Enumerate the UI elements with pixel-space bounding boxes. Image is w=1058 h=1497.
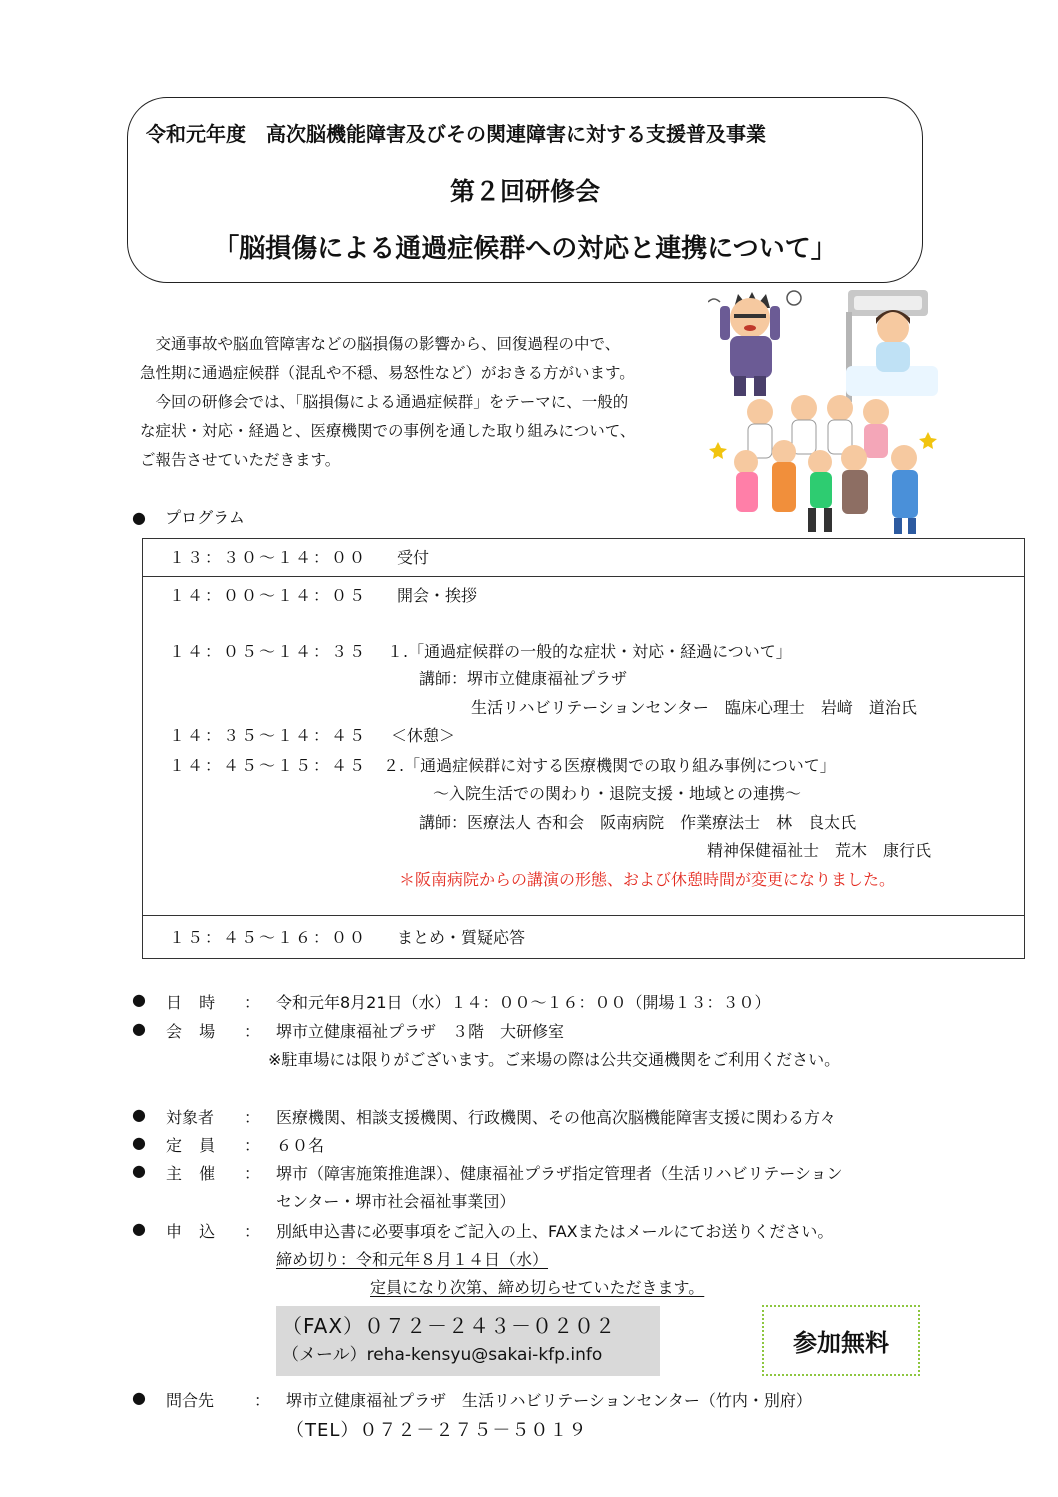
group-people-icon bbox=[709, 395, 937, 534]
bullet-icon: ● bbox=[132, 1105, 146, 1124]
opening-time: １４：００～１４：０５ bbox=[169, 586, 368, 605]
project-title: 令和元年度 高次脳機能障害及びその関連障害に対する支援普及事業 bbox=[146, 122, 766, 146]
break-label: ＜休憩＞ bbox=[391, 726, 456, 745]
intro-text bbox=[140, 330, 700, 475]
email-address: （メール）reha-kensyu@sakai-kfp.info bbox=[282, 1345, 603, 1365]
colon: ： bbox=[244, 1108, 261, 1127]
bullet-icon: ● bbox=[132, 1019, 146, 1038]
date-value: 令和元年8月21日（水）１４：００～１６：００（開場１３：３０） bbox=[276, 993, 771, 1012]
intro-line: 交通事故や脳血管障害などの脳損傷の影響から、回復過程の中で、 bbox=[140, 335, 621, 353]
host-row bbox=[0, 1161, 1058, 1185]
program-heading-label: プログラム bbox=[165, 508, 245, 527]
reception-time: １３：３０～１４：００ bbox=[169, 548, 368, 567]
program-heading bbox=[132, 505, 245, 528]
closing-time: １５：４５～１６：００ bbox=[169, 928, 368, 947]
confused-person-icon bbox=[708, 291, 801, 396]
bullet-icon: ● bbox=[132, 1161, 146, 1180]
venue-label: 会 場 bbox=[166, 1022, 222, 1041]
seminar-number: 第２回研修会 bbox=[449, 177, 600, 206]
colon: ： bbox=[254, 1391, 271, 1410]
fax-number: （FAX）０７２－２４３－０２０２ bbox=[282, 1314, 617, 1338]
bullet-icon: ● bbox=[132, 1388, 146, 1407]
talk2-lecturer-detail: 精神保健福祉士 荒木 康行氏 bbox=[707, 841, 932, 860]
talk2-lecturer: 講師：医療法人 杏和会 阪南病院 作業療法士 林 良太氏 bbox=[419, 813, 857, 832]
intro-line: 急性期に通過症候群（混乱や不穏、易怒性など）がおきる方がいます。 bbox=[140, 364, 635, 382]
date-row bbox=[0, 990, 1058, 1014]
talk2-time: １４：４５～１５：４５ bbox=[169, 756, 368, 775]
inquiry-label: 問合先 bbox=[166, 1391, 215, 1410]
talk1-lecturer: 講師：堺市立健康福祉プラザ bbox=[419, 669, 628, 688]
talk1-time: １４：０５～１４：３５ bbox=[169, 642, 368, 661]
intro-line: ご報告させていただきます。 bbox=[140, 451, 341, 469]
deadline-note: 定員になり次第、締め切らせていただきます。 bbox=[370, 1278, 705, 1297]
venue-row bbox=[0, 1019, 1058, 1043]
program-table bbox=[142, 538, 1025, 959]
target-row bbox=[0, 1105, 1058, 1129]
target-label: 対象者 bbox=[166, 1108, 215, 1127]
opening-label: 開会・挨拶 bbox=[397, 586, 478, 605]
colon: ： bbox=[244, 1136, 261, 1155]
program-divider bbox=[143, 576, 1024, 577]
capacity-label: 定 員 bbox=[166, 1136, 222, 1155]
bullet-icon: ● bbox=[132, 508, 146, 527]
bullet-icon: ● bbox=[132, 1133, 146, 1152]
people-illustration bbox=[708, 282, 938, 537]
colon: ： bbox=[244, 1022, 261, 1041]
contact-box bbox=[276, 1306, 660, 1376]
host-label: 主 催 bbox=[166, 1164, 222, 1183]
apply-label: 申 込 bbox=[166, 1222, 222, 1241]
colon: ： bbox=[244, 993, 261, 1012]
target-value: 医療機関、相談支援機関、行政機関、その他高次脳機能障害支援に関わる方々 bbox=[276, 1108, 837, 1127]
talk2-title: ２.「通過症候群に対する医療機関での取り組み事例について」 bbox=[383, 756, 836, 775]
inquiry-row bbox=[0, 1388, 1058, 1412]
free-admission-label: 参加無料 bbox=[793, 1329, 889, 1357]
parking-note: ※駐車場には限りがございます。ご来場の際は公共交通機関をご利用ください。 bbox=[268, 1050, 841, 1069]
talk1-title: １.「通過症候群の一般的な症状・対応・経過について」 bbox=[387, 642, 792, 661]
date-label: 日 時 bbox=[166, 993, 222, 1012]
break-time: １４：３５～１４：４５ bbox=[169, 726, 368, 745]
inquiry-tel: （TEL）０７２－２７５－５０１９ bbox=[286, 1420, 588, 1441]
talk1-lecturer-detail: 生活リハビリテーションセンター 臨床心理士 岩﨑 道治氏 bbox=[471, 698, 917, 717]
reception-label: 受付 bbox=[397, 548, 430, 567]
colon: ： bbox=[244, 1164, 261, 1183]
intro-line: 今回の研修会では、「脳損傷による通過症候群」をテーマに、一般的 bbox=[140, 393, 629, 411]
free-admission-badge bbox=[762, 1305, 920, 1376]
closing-label: まとめ・質疑応答 bbox=[397, 928, 526, 947]
apply-value: 別紙申込書に必要事項をご記入の上、FAXまたはメールにてお送りください。 bbox=[276, 1222, 834, 1241]
colon: ： bbox=[244, 1222, 261, 1241]
schedule-change-notice: ＊阪南病院からの講演の形態、および休憩時間が変更になりました。 bbox=[399, 870, 896, 889]
title-box bbox=[127, 97, 923, 283]
inquiry-value: 堺市立健康福祉プラザ 生活リハビリテーションセンター（竹内・別府） bbox=[286, 1391, 812, 1410]
host-value: 堺市（障害施策推進課）、健康福祉プラザ指定管理者（生活リハビリテーション bbox=[276, 1164, 843, 1183]
apply-row bbox=[0, 1219, 1058, 1243]
bed-patient-icon bbox=[846, 290, 938, 402]
bullet-icon: ● bbox=[132, 990, 146, 1009]
talk2-subtitle: ～入院生活での関わり・退院支援・地域との連携～ bbox=[433, 784, 802, 803]
intro-line: な症状・対応・経過と、医療機関での事例を通した取り組みについて、 bbox=[140, 422, 636, 440]
deadline: 締め切り：令和元年８月１４日（水） bbox=[276, 1250, 549, 1269]
bullet-icon: ● bbox=[132, 1219, 146, 1238]
capacity-value: ６０名 bbox=[276, 1136, 325, 1155]
seminar-theme: 「脳損傷による通過症候群への対応と連携について」 bbox=[213, 234, 837, 264]
venue-value: 堺市立健康福祉プラザ ３階 大研修室 bbox=[276, 1022, 565, 1041]
host-value-cont: センター・堺市社会福祉事業団） bbox=[276, 1192, 516, 1211]
program-divider bbox=[143, 915, 1024, 916]
capacity-row bbox=[0, 1133, 1058, 1157]
